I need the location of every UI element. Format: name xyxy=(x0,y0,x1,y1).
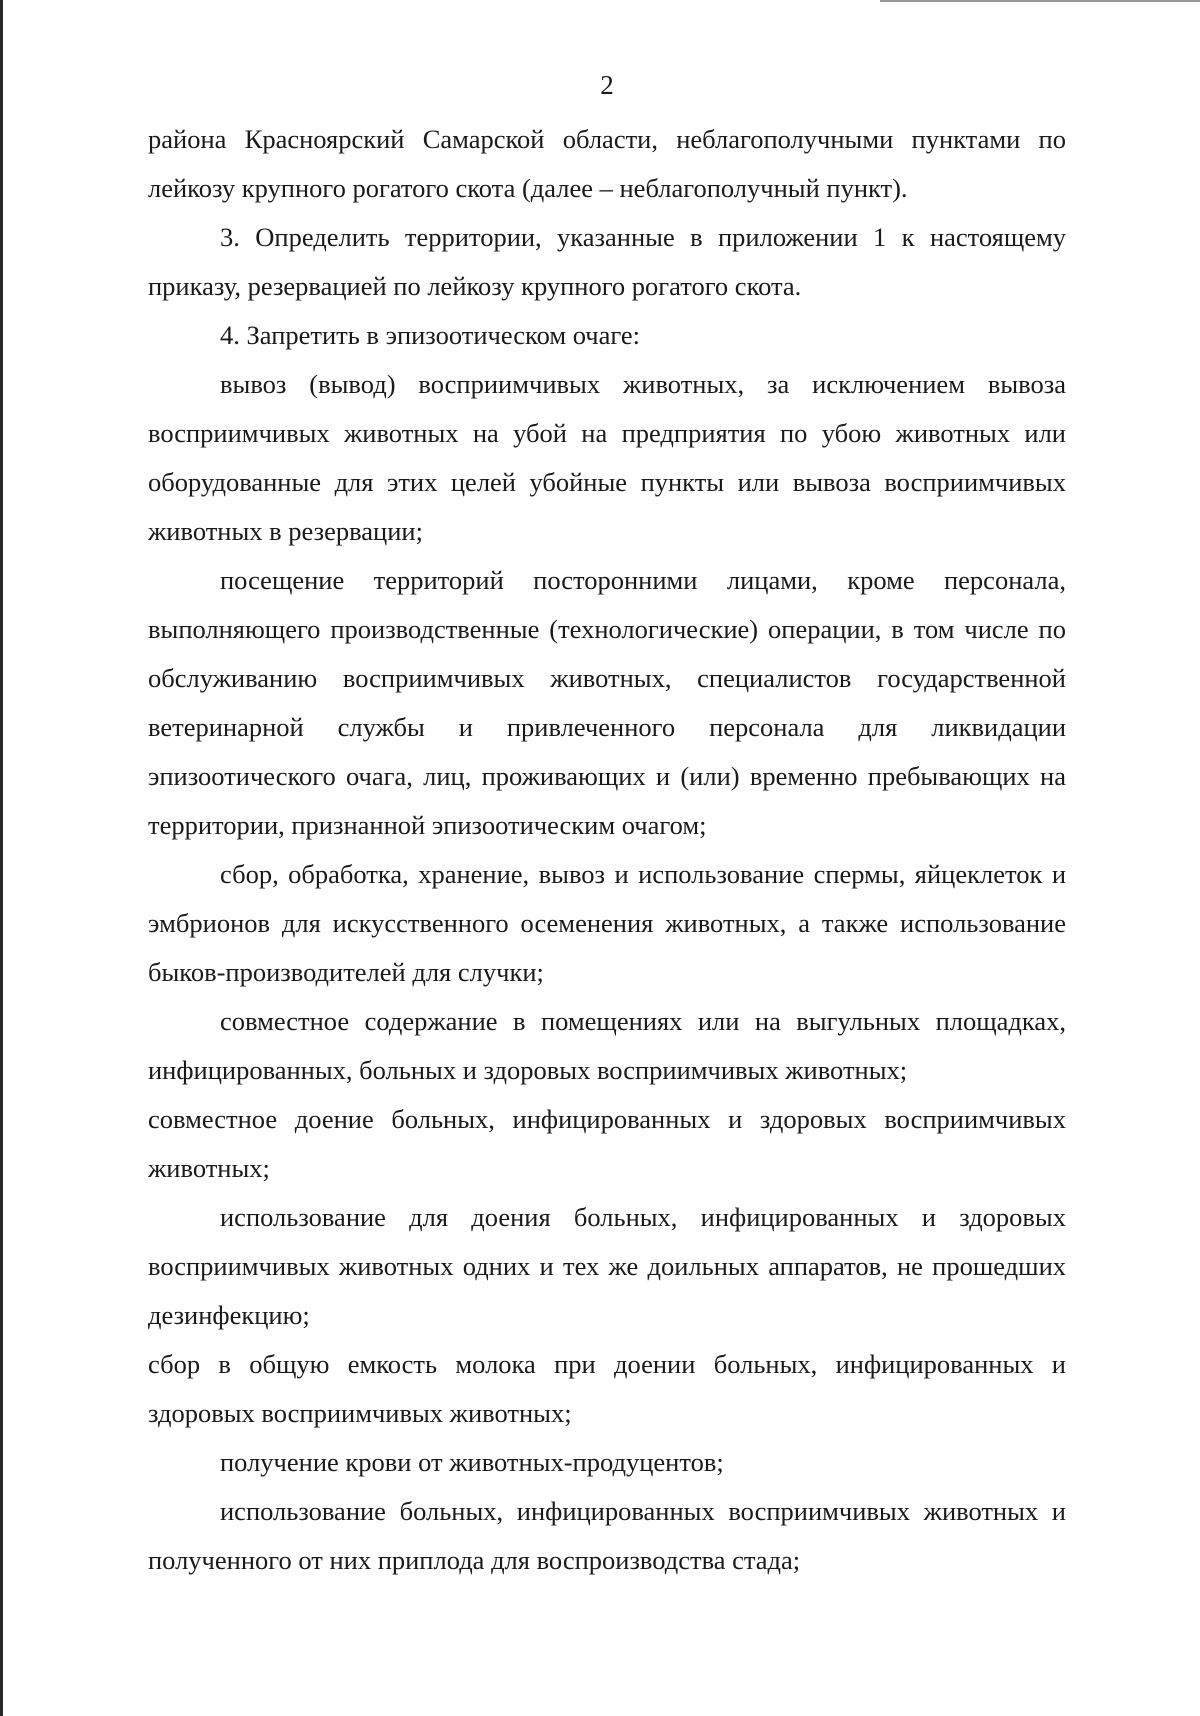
document-page xyxy=(148,60,1066,1585)
prohibition-milk-collection: сбор в общую емкость молока при доении больных, инфицированных и здоровых восприимчивых животных; xyxy=(148,1349,1066,1428)
paragraph-item-4: 4. Запретить в эпизоотическом очаге: xyxy=(220,320,641,350)
prohibition-joint-milking: совместное доение больных, инфицированных и здоровых восприимчивых животных; xyxy=(148,1104,1066,1183)
prohibition-visits: посещение территорий посторонними лицами, кроме персонала, выполняющего производственные (технологические) операции, в том числе по обслуживанию восприимчивых животных, специалистов государственной ветеринарной службы и привлеченного персонала для ликвидации эпизоотического очага, лиц, проживающих и (или) временно пребывающих на территории, признанной эпизоотическим очагом; xyxy=(148,565,1066,840)
prohibition-joint-keeping: совместное содержание в помещениях или на выгульных площадках, инфицированных, больных и здоровых восприимчивых животных; xyxy=(148,1006,1066,1085)
prohibition-milking-devices: использование для доения больных, инфицированных и здоровых восприимчивых животных одних и тех же доильных аппаратов, не прошедших дезинфекцию; xyxy=(148,1202,1066,1330)
paragraph-item-3: 3. Определить территории, указанные в приложении 1 к настоящему приказу, резервацией по лейкозу крупного рогатого скота. xyxy=(148,222,1066,301)
page-number: 2 xyxy=(600,70,614,100)
prohibition-blood: получение крови от животных-продуцентов; xyxy=(220,1447,724,1477)
scan-edge-left xyxy=(0,0,3,1716)
paragraph-continuation: района Красноярский Самарской области, неблагополучными пунктами по лейкозу крупного рогатого скота (далее – неблагополучный пункт). xyxy=(148,124,1066,203)
prohibition-export: вывоз (вывод) восприимчивых животных, за исключением вывоза восприимчивых животных на убой на предприятия по убою животных или оборудованные для этих целей убойные пункты или вывоза восприимчивых животных в резервации; xyxy=(148,369,1066,546)
scan-edge-top xyxy=(880,0,1200,2)
prohibition-breeding: использование больных, инфицированных восприимчивых животных и полученного от них приплода для воспроизводства стада; xyxy=(148,1496,1066,1575)
prohibition-sperm: сбор, обработка, хранение, вывоз и использование спермы, яйцеклеток и эмбрионов для искусственного осеменения животных, а также использование быков-производителей для случки; xyxy=(148,859,1066,987)
